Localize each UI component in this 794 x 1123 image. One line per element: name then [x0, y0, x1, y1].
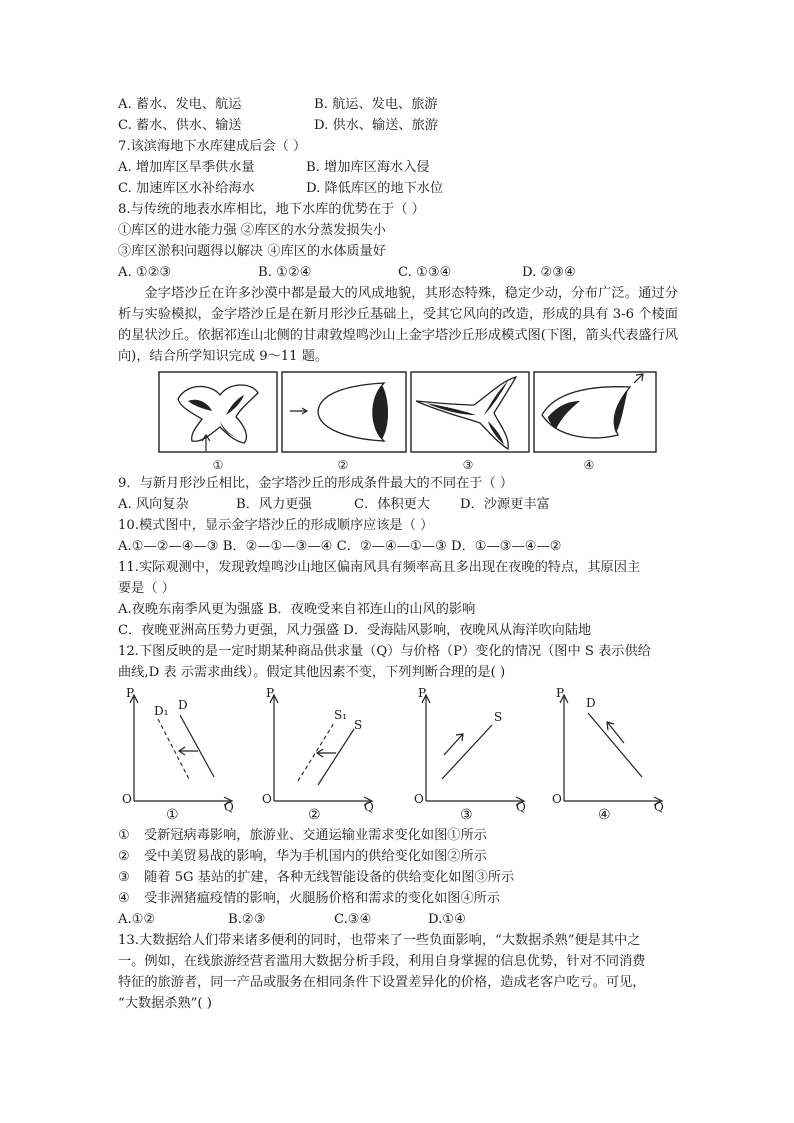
q11-stem-line-2: 要是（ ） [118, 581, 175, 596]
graph-4-q-label: Q [654, 800, 664, 814]
graph-1-shift-arrow [179, 747, 198, 755]
dune-label-3: ③ [462, 458, 474, 472]
graph-2-q-axis [274, 797, 372, 805]
graph-3-p-label: P [418, 686, 427, 700]
wind-arrow-2 [290, 408, 307, 414]
graph-3-p-axis [422, 695, 430, 801]
q12-item-4-text: 受非洲猪瘟疫情的影响，火腿肠价格和需求的变化如图④所示 [144, 891, 501, 906]
graph-4 [552, 686, 672, 825]
q7-option-d: D. 降低库区的地下水位 [306, 181, 444, 196]
graph-1-o-label: O [122, 792, 132, 806]
dune-shape-1 [178, 385, 258, 443]
q13-line-3: 特征的旅游者，同一产品或服务在相同条件下设置差异化的价格，造成老客户吃亏。可见， [118, 975, 646, 990]
q12-item-1-num: ① [118, 828, 130, 843]
q8-option-d: D. ②③④ [522, 265, 576, 280]
graph-2-shift-arrow [317, 749, 336, 757]
graph-2-number: ② [308, 807, 321, 823]
q12-option-d: D.①④ [428, 912, 466, 927]
graph-3-move-arrow [444, 734, 463, 755]
graph-3-o-label: O [414, 792, 424, 806]
q7-options-row-2 [118, 178, 678, 199]
q8-option-a: A. ①②③ [118, 265, 172, 280]
q12-stem-line-2: 曲线,D 表 示需求曲线）。假定其他因素不变，下列判断合理的是( ) [118, 665, 506, 680]
q9-stem: 9．与新月形沙丘相比，金字塔沙丘的形成条件最大的不同在于（ ） [118, 476, 514, 491]
q8-statement-1: ①库区的进水能力强 ②库区的水分蒸发损失小 [118, 223, 386, 238]
q13-line-2: 一。例如，在线旅游经营者滥用大数据分析手段，利用自身掌握的信息优势，针对不同消费 [118, 954, 646, 969]
q6-options-row-2 [118, 115, 678, 136]
q9-option-a: A. 风向复杂 [118, 497, 189, 512]
q7-stem: 7.该滨海地下水库建成后会（ ） [118, 139, 307, 154]
q12-item-2 [118, 846, 678, 867]
q12-item-2-text: 受中美贸易战的影响，华为手机国内的供给变化如图②所示 [144, 849, 487, 864]
sand-dune-labels [158, 455, 658, 473]
q8-options-row [118, 262, 678, 283]
q11-options-cd: C．夜晚亚洲高压势力更强，风力强盛 D．受海陆风影响，夜晚风从海洋吹向陆地 [118, 623, 592, 638]
q12-item-3 [118, 867, 678, 888]
graph-3-curve-s [442, 725, 492, 779]
graph-2-p-axis [270, 695, 278, 801]
graph-1-p-axis [130, 695, 138, 801]
q9-option-d: D．沙源更丰富 [460, 497, 550, 512]
graph-1-q-axis [134, 797, 232, 805]
graph-4-curve-d [588, 713, 642, 777]
supply-demand-graphs [118, 686, 678, 825]
q13-line-1: 13.大数据给人们带来诸多便利的同时，也带来了一些负面影响，“大数据杀熟”便是其中之 [118, 933, 641, 948]
graph-1-curve-d [180, 715, 214, 777]
q8-option-c: C. ①③④ [398, 265, 452, 280]
q11-options-ab: A.夜晚东南季风更为强盛 B．夜晚受来自祁连山的山风的影响 [118, 602, 476, 617]
graph-4-move-arrow [607, 722, 624, 743]
graph-3 [414, 686, 534, 825]
q9-options-row [118, 494, 678, 515]
graph-4-number: ④ [598, 807, 611, 823]
q12-item-4 [118, 888, 678, 909]
q8-statement-2: ③库区淤积问题得以解决 ④库区的水体质量好 [118, 244, 386, 259]
graph-4-o-label: O [552, 792, 562, 806]
graph-1-d-label: D [178, 698, 188, 712]
graph-1-number: ① [166, 807, 179, 823]
q8-stem: 8.与传统的地表水库相比，地下水库的优势在于（ ） [118, 202, 425, 217]
graph-1 [122, 686, 242, 825]
q13-line-4: “大数据杀熟”( ) [118, 996, 212, 1011]
q6-option-c: C. 蓄水、供水、输送 [118, 118, 242, 133]
dune-label-1: ① [212, 458, 224, 472]
q12-option-c: C.③④ [334, 912, 372, 927]
graph-2-s-label: S [354, 718, 363, 732]
wind-arrow-4 [634, 374, 643, 383]
q12-item-3-text: 随着 5G 基站的扩建，各种无线智能设备的供给变化如图③所示 [144, 870, 515, 885]
dune-label-4: ④ [583, 458, 595, 472]
q9-option-c: C．体积更大 [354, 497, 431, 512]
q7-option-c: C. 加速库区水补给海水 [118, 181, 255, 196]
graph-4-q-axis [564, 797, 662, 805]
q6-option-b: B. 航运、发电、旅游 [314, 97, 438, 112]
graph-1-curve-d1 [158, 719, 190, 781]
graph-3-q-label: Q [516, 800, 526, 814]
q11-stem-line-1: 11.实际观测中，发现敦煌鸣沙山地区偏南风具有频率高且多出现在夜晚的特点，其原因主 [118, 560, 641, 575]
graph-2-p-label: P [266, 686, 275, 700]
exam-page [118, 94, 678, 1014]
q9-option-b: B．风力更强 [236, 497, 312, 512]
q7-option-b: B. 增加库区海水入侵 [306, 160, 430, 175]
q12-stem-line-1: 12.下图反映的是一定时期某种商品供求量（Q）与价格（P）变化的情况（图中 S 表示供给 [118, 644, 651, 659]
graph-1-q-label: Q [224, 800, 234, 814]
dune-label-2: ② [337, 458, 349, 472]
graph-3-s-label: S [494, 710, 503, 724]
sand-dune-diagram [158, 371, 658, 455]
sand-dune-figure [158, 371, 658, 455]
graph-2-curve-s [318, 729, 354, 785]
q12-item-1 [118, 825, 678, 846]
graph-3-number: ③ [460, 807, 473, 823]
q8-option-b: B. ①②④ [258, 265, 312, 280]
graph-4-p-label: P [556, 686, 565, 700]
q12-options-row [118, 909, 678, 930]
q7-option-a: A. 增加库区旱季供水量 [118, 160, 255, 175]
q12-item-2-num: ② [118, 849, 130, 864]
q7-options-row-1 [118, 157, 678, 178]
graph-2-curve-s1 [298, 723, 334, 781]
q6-option-a: A. 蓄水、发电、航运 [118, 97, 242, 112]
graph-2-o-label: O [262, 792, 272, 806]
graph-1-d1-label: D₁ [154, 704, 169, 718]
graph-2-q-label: Q [364, 800, 374, 814]
graph-1-p-label: P [126, 686, 135, 700]
graph-4-p-axis [560, 695, 568, 801]
graph-4-d-label: D [586, 696, 596, 710]
q10-options: A.①—②—④—③ B．②—①—③—④ C．②—④—①—③ D．①—③—④—② [118, 539, 562, 554]
graph-2 [262, 686, 382, 825]
q12-item-3-num: ③ [118, 870, 130, 885]
sand-dune-passage: 金字塔沙丘在许多沙漠中都是最大的风成地貌，其形态特殊，稳定少动，分布广泛。通过分析与实验模拟，金字塔沙丘是在新月形沙丘基础上，受其它风向的改造，形成的具有 3-6 个棱面的星状沙丘。依据祁连山北侧的甘肃敦煌鸣沙山上金字塔沙丘形成模式图(下图，箭头代表盛行风向)，结合所学知识完成 9～11 题。 [118, 286, 678, 364]
q12-option-a: A.①② [118, 912, 156, 927]
q12-item-1-text: 受新冠病毒影响，旅游业、交通运输业需求变化如图①所示 [144, 828, 487, 843]
q12-item-4-num: ④ [118, 891, 130, 906]
q10-stem: 10.模式图中，显示金字塔沙丘的形成顺序应该是（ ） [118, 518, 434, 533]
q12-option-b: B.②③ [228, 912, 266, 927]
graph-3-q-axis [426, 797, 524, 805]
graph-2-s1-label: S₁ [334, 708, 348, 722]
q6-options-row-1 [118, 94, 678, 115]
q6-option-d: D. 供水、输送、旅游 [314, 118, 438, 133]
